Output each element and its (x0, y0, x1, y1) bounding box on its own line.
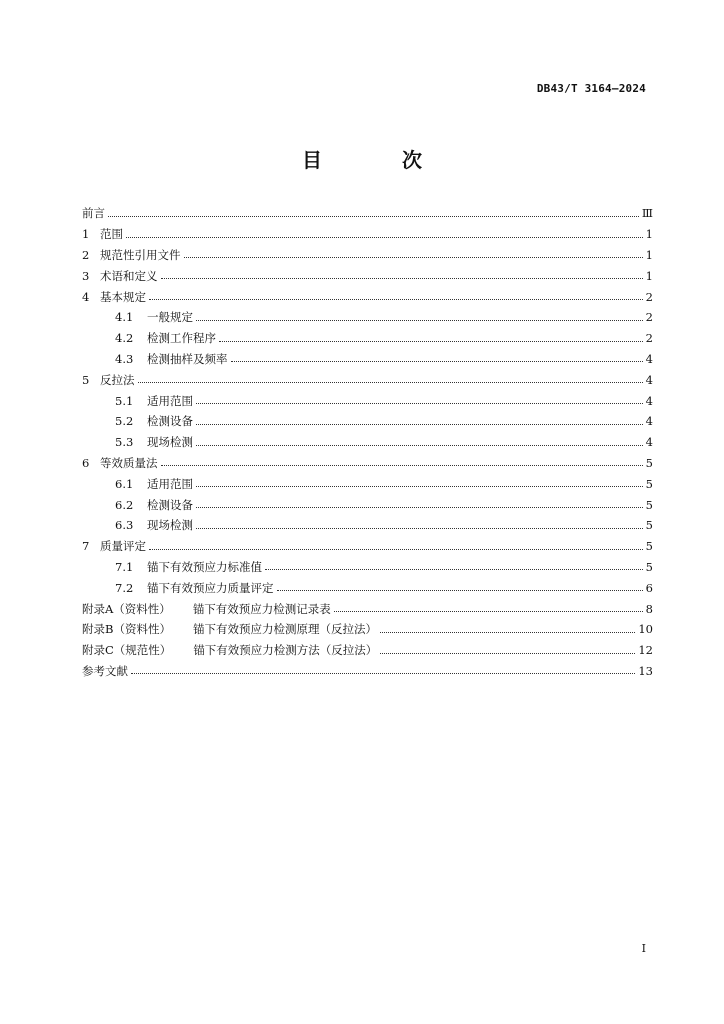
dot-leader (161, 465, 643, 466)
toc-entry[interactable] (82, 390, 653, 411)
toc-entry-page: 4 (645, 435, 653, 450)
toc-entry-number: 4.3 (115, 351, 134, 366)
toc-entry[interactable] (82, 245, 653, 266)
toc-entry[interactable] (82, 536, 653, 557)
toc-entry-number: 5.1 (115, 393, 134, 408)
toc-entry-number: 6 (82, 455, 90, 470)
toc-entry[interactable] (82, 286, 653, 307)
toc-entry-label: 前言 (82, 206, 105, 221)
toc-entry-page: 2 (645, 310, 653, 325)
toc-entry-page: 13 (638, 663, 653, 678)
toc-entry-page: 5 (645, 476, 653, 491)
toc-entry-page: 1 (645, 227, 653, 242)
toc-entry-page: 1 (645, 268, 653, 283)
toc-entry-page: 5 (645, 518, 653, 533)
toc-entry-label: 锚下有效预应力标准值 (147, 559, 262, 574)
toc-entry-number: 4 (82, 289, 90, 304)
toc-entry-page: 10 (638, 622, 653, 637)
dot-leader (380, 632, 635, 633)
dot-leader (219, 341, 643, 342)
dot-leader (380, 653, 635, 654)
dot-leader (161, 278, 643, 279)
toc-entry-number: 6.1 (115, 476, 134, 491)
toc-entry[interactable] (82, 411, 653, 432)
toc-entry-number: 附录C（规范性） (82, 643, 172, 658)
toc-entry-label: 检测抽样及频率 (147, 351, 228, 366)
toc-entry-number: 4.2 (115, 331, 134, 346)
dot-leader (126, 237, 643, 238)
toc-entry-page: 8 (645, 601, 653, 616)
dot-leader (265, 569, 643, 570)
toc-entry[interactable] (82, 203, 653, 224)
toc-entry[interactable] (82, 328, 653, 349)
toc-entry-label: 现场检测 (147, 518, 193, 533)
toc-entry-label: 检测设备 (147, 497, 193, 512)
dot-leader (196, 528, 643, 529)
dot-leader (196, 424, 643, 425)
toc-entry-number: 6.3 (115, 518, 134, 533)
toc-entry-label: 检测工作程序 (147, 331, 216, 346)
dot-leader (149, 299, 643, 300)
toc-entry-page: 12 (638, 643, 653, 658)
toc-entry-label: 现场检测 (147, 435, 193, 450)
toc-entry[interactable] (82, 307, 653, 328)
toc-entry[interactable] (82, 494, 653, 515)
toc-entry-label: 适用范围 (147, 393, 193, 408)
toc-entry-label: 基本规定 (100, 289, 146, 304)
toc-entry-label: 质量评定 (100, 539, 146, 554)
toc-entry-number: 7 (82, 539, 90, 554)
toc-entry[interactable] (82, 661, 653, 682)
toc-entry-page: 5 (645, 539, 653, 554)
toc-entry-number: 5.2 (115, 414, 134, 429)
toc-entry-label: 适用范围 (147, 476, 193, 491)
toc-entry[interactable] (82, 369, 653, 390)
toc-entry[interactable] (82, 265, 653, 286)
toc-entry-label: 锚下有效预应力检测原理（反拉法） (192, 622, 377, 637)
toc-entry-number: 附录A（资料性） (82, 601, 171, 616)
toc-entry-page: 1 (645, 247, 653, 262)
toc-entry-label: 规范性引用文件 (100, 247, 181, 262)
toc-entry-label: 术语和定义 (100, 268, 158, 283)
toc-entry-page: 6 (645, 580, 653, 595)
toc-entry-page: 5 (645, 559, 653, 574)
toc-entry[interactable] (82, 557, 653, 578)
dot-leader (108, 216, 639, 217)
dot-leader (196, 507, 643, 508)
dot-leader (149, 549, 643, 550)
toc-entry[interactable] (82, 473, 653, 494)
toc-entry-page: 4 (645, 372, 653, 387)
toc-entry[interactable] (82, 577, 653, 598)
toc-entry-number: 3 (82, 268, 90, 283)
toc-entry-page: 5 (645, 455, 653, 470)
page-title: 目 次 (302, 148, 452, 172)
dot-leader (196, 403, 643, 404)
toc-entry-label: 锚下有效预应力检测方法（反拉法） (193, 643, 378, 658)
toc-entry-number: 附录B（资料性） (82, 622, 171, 637)
toc-entry[interactable] (82, 598, 653, 619)
toc-entry-page: 5 (645, 497, 653, 512)
page-number: I (641, 942, 646, 955)
toc-entry[interactable] (82, 349, 653, 370)
toc-entry-label: 锚下有效预应力质量评定 (147, 580, 274, 595)
toc-entry-number: 1 (82, 227, 90, 242)
dot-leader (231, 361, 643, 362)
toc-entry[interactable] (82, 224, 653, 245)
table-of-contents (82, 203, 653, 681)
toc-entry-number: 7.1 (115, 559, 134, 574)
toc-entry-number: 2 (82, 247, 90, 262)
toc-entry-label: 参考文献 (82, 663, 128, 678)
dot-leader (184, 257, 643, 258)
toc-entry-number: 7.2 (115, 580, 134, 595)
dot-leader (277, 590, 643, 591)
toc-entry-page: 4 (645, 351, 653, 366)
toc-entry-label: 一般规定 (147, 310, 193, 325)
dot-leader (334, 611, 643, 612)
toc-entry-number: 5 (82, 372, 90, 387)
toc-entry-page: 4 (645, 393, 653, 408)
toc-entry-label: 反拉法 (100, 372, 135, 387)
toc-entry[interactable] (82, 453, 653, 474)
toc-entry-page: 2 (645, 331, 653, 346)
toc-entry-label: 锚下有效预应力检测记录表 (192, 601, 331, 616)
toc-entry[interactable] (82, 640, 653, 661)
toc-entry-page: Ⅲ (641, 206, 653, 221)
dot-leader (196, 486, 643, 487)
toc-entry-number: 4.1 (115, 310, 134, 325)
toc-entry-label: 检测设备 (147, 414, 193, 429)
toc-entry-number: 5.3 (115, 435, 134, 450)
dot-leader (196, 445, 643, 446)
toc-entry[interactable] (82, 619, 653, 640)
toc-entry[interactable] (82, 515, 653, 536)
toc-entry-label: 等效质量法 (100, 455, 158, 470)
dot-leader (138, 382, 643, 383)
dot-leader (196, 320, 643, 321)
toc-entry-number: 6.2 (115, 497, 134, 512)
toc-entry-page: 2 (645, 289, 653, 304)
standard-code: DB43/T 3164—2024 (536, 82, 646, 95)
toc-entry-page: 4 (645, 414, 653, 429)
toc-entry[interactable] (82, 432, 653, 453)
toc-entry-label: 范围 (100, 227, 123, 242)
dot-leader (131, 673, 635, 674)
